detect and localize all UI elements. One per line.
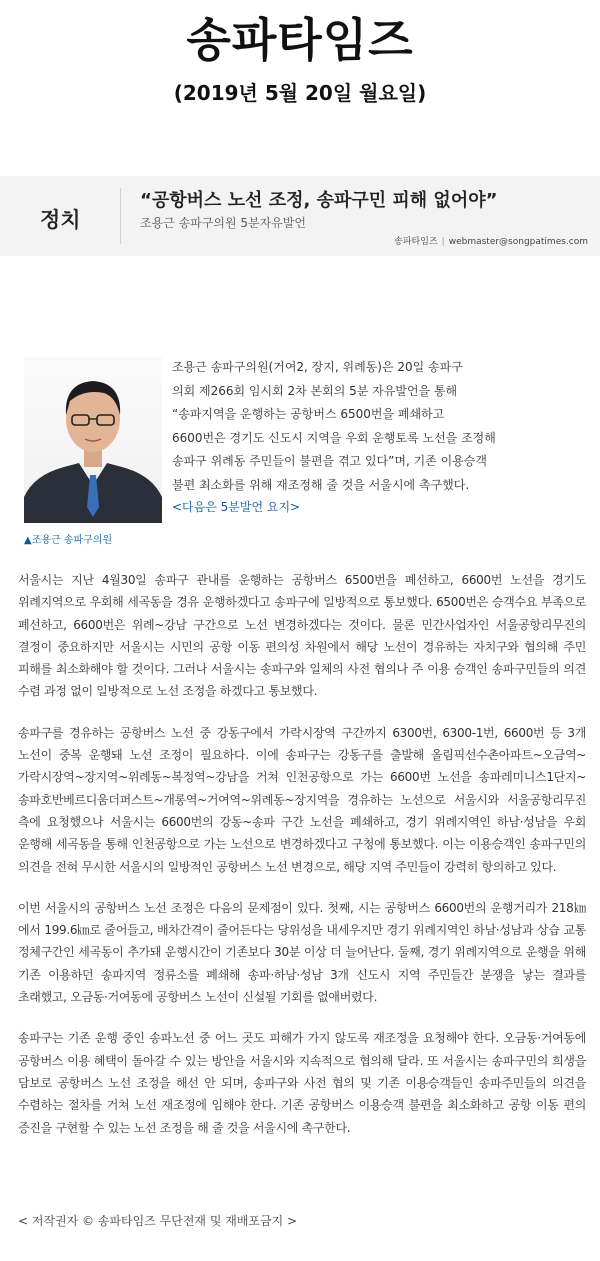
issue-date: (2019년 5월 20일 월요일) [173,81,427,105]
byline [394,234,588,247]
byline-email[interactable]: webmaster@songpatimes.com [448,237,588,247]
article-body [18,569,586,1158]
newspaper-name: 송파타임즈 [186,13,414,67]
article-subheadline: 조용근 송파구의원 5분자유발언 [140,216,306,230]
lead-line: 6600번은 경기도 신도시 지역을 우회 운행토록 노선을 조정해 [172,430,496,445]
lead-line: 불편 최소화를 위해 재조정해 줄 것을 서울시에 촉구했다. [172,477,470,492]
copyright-notice: < 저작권자 © 송파타임즈 무단전재 및 재배포금지 > [18,1214,298,1228]
masthead [0,0,600,120]
article-header [0,176,600,256]
portrait-image [24,357,162,523]
section-divider [120,188,121,244]
body-paragraph: 송파구를 경유하는 공항버스 노선 중 강동구에서 가락시장역 구간까지 6300번, 6300-1번, 6600번 등 3개 노선이 중복 운행돼 노선 조정이 필요하다. 이에 송파구는 강동구를 출발해 올림픽선수촌아파트~오금역~가락시장역~장지역~위례동~복정역~강남을 거쳐 인천공항으로 가는 6600번 노선을 송파레미니스1단지~송파호반베르디움더퍼스트~개롱역~거여역~위례동~장지역을 경유하는 노선으로 서울시와 서울공항리무진 측에 요청했으나 서울시는 6600번의 강동~송파 구간 노선을 폐쇄하고, 경기 위례지역인 하남·성남을 우회 운행해 세곡동을 통해 인천공항으로 가는 노선으로 변경하겠다고 구청에 통보했다. 이는 이용승객인 송파구민의 의견을 전혀 무시한 서울시의 일방적인 공항버스 노선 변경으로, 해당 지역 주민들이 강력히 항의하고 있다. [18,725,586,874]
lead-line: 송파구 위례동 주민들이 불편을 겪고 있다”며, 기존 이용승객 [172,454,487,468]
speech-summary-note: <다음은 5분발언 요지> [172,500,301,514]
councilor-photo [24,357,162,523]
article-headline: “공항버스 노선 조정, 송파구민 피해 없어야” [140,190,498,211]
section-tag: 정치 [40,208,81,232]
lead-line: “송파지역을 운행하는 공항버스 6500번을 폐쇄하고 [172,407,445,421]
body-paragraph: 서울시는 지난 4월30일 송파구 관내를 운행하는 공항버스 6500번을 폐선하고, 6600번 노선을 경기도 위례지역으로 우회해 세곡동을 경유 운행하겠다고 송파구에 일방적으로 통보했다. 6500번은 승객수요 부족으로 폐선하고, 6600번은 위례~강남 구간으로 노선 변경하겠다는 것이다. 물론 민간사업자인 서울공항리무진의 결정이 중요하지만 서울시는 시민의 공항 이동 편의성 차원에서 해당 노선이 경유하는 자치구와 협의해 주민 피해를 최소화해야 할 것이다. 그러나 서울시는 송파구와 일체의 사전 협의나 주 이용 승객인 송파구민들의 의견 수렴 과정 없이 일방적으로 노선 조정을 하겠다고 통보했다. [18,573,586,699]
byline-separator: | [441,237,445,247]
lead-line: 의회 제266회 임시회 2차 본회의 5분 자유발언을 통해 [172,383,458,398]
byline-source: 송파타임즈 [394,237,438,247]
body-paragraph: 송파구는 기존 운행 중인 송파노선 중 어느 곳도 피해가 가지 않도록 재조정을 요청해야 한다. 오금동·거여동에 공항버스 이용 혜택이 돌아갈 수 있는 방안을 서울시와 지속적으로 협의해 달라. 또 서울시는 송파구민의 희생을 담보로 공항버스 노선 조정을 해선 안 되며, 송파구와 사전 협의 및 기존 이용승객들인 송파주민들의 의견을 수렴하는 절차를 거쳐 노선 재조정에 임해야 한다. 기존 공항버스 이용승객 불편을 최소화하고 공항 이동 편의 증진을 구현할 수 있는 노선 조정을 해 줄 것을 서울시에 촉구한다. [18,1031,586,1135]
lead-paragraph [172,356,496,497]
lead-line: 조용근 송파구의원(거여2, 장지, 위례동)은 20일 송파구 [172,360,463,374]
photo-caption: ▲조용근 송파구의원 [24,535,113,546]
body-paragraph: 이번 서울시의 공항버스 노선 조정은 다음의 문제점이 있다. 첫째, 시는 공항버스 6600번의 운행거리가 218㎞에서 199.6㎞로 줄어들고, 배차간격이 줄어든다는 당위성을 내세우지만 경기 위례지역인 하남·성남과 상습 교통 정체구간인 세곡동이 추가돼 운행시간이 기존보다 30분 이상 더 늘어난다. 둘째, 경기 위례지역으로 운행을 위해 기존 이용하던 송파지역 정류소를 폐쇄해 송파·하남·성남 3개 신도시 지역 주민들간 분쟁을 낳는 결과를 초래했고, 오금동·거여동에 공항버스 노선이 신설될 기회를 없애버렸다. [18,900,586,1005]
